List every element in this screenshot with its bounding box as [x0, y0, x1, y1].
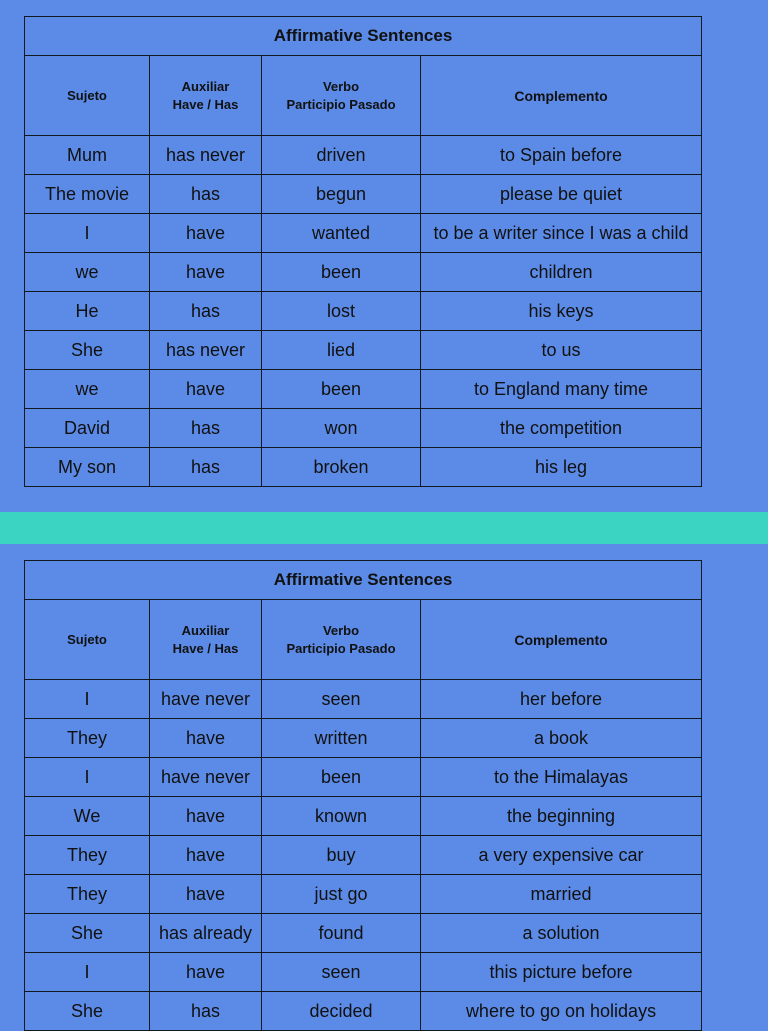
table-2-row-5-complemento-cell: a very expensive car	[421, 836, 702, 875]
table-1-row-2-verbo-cell: begun	[262, 175, 421, 214]
table-1-title-row	[25, 17, 702, 56]
table-2-auxiliar-header-line-2: Have / Has	[172, 640, 239, 656]
table-2-title-row	[25, 561, 702, 600]
table-2-row-9-sujeto-cell: She	[25, 992, 150, 1031]
table-2-row-3	[25, 758, 702, 797]
table-1-row-2-sujeto-cell: The movie	[25, 175, 150, 214]
table-2-row-5-sujeto-cell: They	[25, 836, 150, 875]
table-2-row-8-auxiliar-cell: have	[150, 953, 262, 992]
affirmative-sentences-table-1	[24, 16, 702, 487]
table-2-row-1	[25, 680, 702, 719]
table-1-row-9	[25, 448, 702, 487]
table-1-body	[25, 17, 702, 487]
table-1-row-4-verbo-cell: been	[262, 253, 421, 292]
table-1-complemento-header: Complemento	[421, 56, 702, 136]
table-2-row-3-complemento-cell: to the Himalayas	[421, 758, 702, 797]
table-2-body	[25, 561, 702, 1031]
table-1-row-5-sujeto-cell: He	[25, 292, 150, 331]
table-1-title: Affirmative Sentences	[25, 17, 702, 56]
table-1-row-1-verbo-cell: driven	[262, 136, 421, 175]
table-2-row-6-verbo-cell: just go	[262, 875, 421, 914]
table-1-row-6-sujeto-cell: She	[25, 331, 150, 370]
table-2-row-4	[25, 797, 702, 836]
table-1-row-4-auxiliar-cell: have	[150, 253, 262, 292]
table-1-row-5	[25, 292, 702, 331]
table-2-row-4-auxiliar-cell: have	[150, 797, 262, 836]
table-2-verbo-header	[262, 600, 421, 680]
table-2-row-8-sujeto-cell: I	[25, 953, 150, 992]
table-2-row-3-sujeto-cell: I	[25, 758, 150, 797]
affirmative-sentences-table-1-container	[24, 16, 701, 487]
table-1-row-7-sujeto-cell: we	[25, 370, 150, 409]
table-2-row-5-auxiliar-cell: have	[150, 836, 262, 875]
table-2-sujeto-header: Sujeto	[25, 600, 150, 680]
table-2-auxiliar-header	[150, 600, 262, 680]
table-1-row-6-auxiliar-cell: has never	[150, 331, 262, 370]
table-1-row-1-auxiliar-cell: has never	[150, 136, 262, 175]
table-2-row-1-complemento-cell: her before	[421, 680, 702, 719]
table-1-row-9-complemento-cell: his leg	[421, 448, 702, 487]
table-1-row-8-complemento-cell: the competition	[421, 409, 702, 448]
table-2-row-7-auxiliar-cell: has already	[150, 914, 262, 953]
table-1-row-8-verbo-cell: won	[262, 409, 421, 448]
table-2-row-7-verbo-cell: found	[262, 914, 421, 953]
table-2-row-2	[25, 719, 702, 758]
table-2-row-3-auxiliar-cell: have never	[150, 758, 262, 797]
table-2-row-7	[25, 914, 702, 953]
table-2-row-6-auxiliar-cell: have	[150, 875, 262, 914]
table-1-row-4-complemento-cell: children	[421, 253, 702, 292]
table-1-row-2-complemento-cell: please be quiet	[421, 175, 702, 214]
table-1-row-9-auxiliar-cell: has	[150, 448, 262, 487]
table-2-row-6	[25, 875, 702, 914]
table-2-row-9-auxiliar-cell: has	[150, 992, 262, 1031]
table-1-verbo-header-line-2: Participio Pasado	[286, 96, 396, 112]
table-1-header-row	[25, 56, 702, 136]
table-1-row-1-sujeto-cell: Mum	[25, 136, 150, 175]
table-1-row-6	[25, 331, 702, 370]
table-2-auxiliar-header-line-1: Auxiliar	[181, 622, 230, 638]
table-1-row-3-sujeto-cell: I	[25, 214, 150, 253]
table-1-row-3-verbo-cell: wanted	[262, 214, 421, 253]
table-2-row-2-auxiliar-cell: have	[150, 719, 262, 758]
table-1-sujeto-header: Sujeto	[25, 56, 150, 136]
table-2-row-3-verbo-cell: been	[262, 758, 421, 797]
table-1-row-7	[25, 370, 702, 409]
table-1-verbo-header-line-1: Verbo	[322, 78, 360, 94]
table-2-row-5-verbo-cell: buy	[262, 836, 421, 875]
table-2-row-5	[25, 836, 702, 875]
table-1-row-8-sujeto-cell: David	[25, 409, 150, 448]
affirmative-sentences-table-2-container	[24, 560, 701, 1031]
table-2-complemento-header: Complemento	[421, 600, 702, 680]
table-2-row-2-sujeto-cell: They	[25, 719, 150, 758]
table-2-row-9-verbo-cell: decided	[262, 992, 421, 1031]
table-1-row-4	[25, 253, 702, 292]
table-2-row-9-complemento-cell: where to go on holidays	[421, 992, 702, 1031]
table-2-row-2-verbo-cell: written	[262, 719, 421, 758]
table-2-row-8	[25, 953, 702, 992]
table-1-row-8	[25, 409, 702, 448]
table-1-auxiliar-header	[150, 56, 262, 136]
table-2-row-6-sujeto-cell: They	[25, 875, 150, 914]
table-2-row-4-sujeto-cell: We	[25, 797, 150, 836]
table-2-row-8-verbo-cell: seen	[262, 953, 421, 992]
table-1-row-5-complemento-cell: his keys	[421, 292, 702, 331]
table-2-row-1-sujeto-cell: I	[25, 680, 150, 719]
table-2-verbo-header-line-2: Participio Pasado	[286, 640, 396, 656]
table-2-header-row	[25, 600, 702, 680]
table-1-auxiliar-header-line-2: Have / Has	[172, 96, 239, 112]
table-2-row-7-complemento-cell: a solution	[421, 914, 702, 953]
table-2-row-9	[25, 992, 702, 1031]
affirmative-sentences-table-2	[24, 560, 702, 1031]
table-2-row-2-complemento-cell: a book	[421, 719, 702, 758]
table-1-row-9-verbo-cell: broken	[262, 448, 421, 487]
table-1-row-1	[25, 136, 702, 175]
table-1-row-7-verbo-cell: been	[262, 370, 421, 409]
table-1-row-8-auxiliar-cell: has	[150, 409, 262, 448]
table-2-verbo-header-line-1: Verbo	[322, 622, 360, 638]
table-2-row-1-auxiliar-cell: have never	[150, 680, 262, 719]
table-2-row-6-complemento-cell: married	[421, 875, 702, 914]
table-1-row-3	[25, 214, 702, 253]
table-2-row-1-verbo-cell: seen	[262, 680, 421, 719]
table-2-row-8-complemento-cell: this picture before	[421, 953, 702, 992]
table-1-row-6-verbo-cell: lied	[262, 331, 421, 370]
table-1-row-5-auxiliar-cell: has	[150, 292, 262, 331]
table-1-verbo-header	[262, 56, 421, 136]
table-1-row-3-complemento-cell: to be a writer since I was a child	[421, 214, 702, 253]
table-1-auxiliar-header-line-1: Auxiliar	[181, 78, 230, 94]
section-divider-band	[0, 512, 768, 544]
table-1-row-4-sujeto-cell: we	[25, 253, 150, 292]
table-2-row-4-verbo-cell: known	[262, 797, 421, 836]
table-1-row-5-verbo-cell: lost	[262, 292, 421, 331]
table-2-row-4-complemento-cell: the beginning	[421, 797, 702, 836]
table-1-row-2	[25, 175, 702, 214]
table-1-row-9-sujeto-cell: My son	[25, 448, 150, 487]
table-1-row-1-complemento-cell: to Spain before	[421, 136, 702, 175]
table-2-row-7-sujeto-cell: She	[25, 914, 150, 953]
table-2-title: Affirmative Sentences	[25, 561, 702, 600]
table-1-row-7-complemento-cell: to England many time	[421, 370, 702, 409]
table-1-row-6-complemento-cell: to us	[421, 331, 702, 370]
table-1-row-3-auxiliar-cell: have	[150, 214, 262, 253]
table-1-row-7-auxiliar-cell: have	[150, 370, 262, 409]
table-1-row-2-auxiliar-cell: has	[150, 175, 262, 214]
